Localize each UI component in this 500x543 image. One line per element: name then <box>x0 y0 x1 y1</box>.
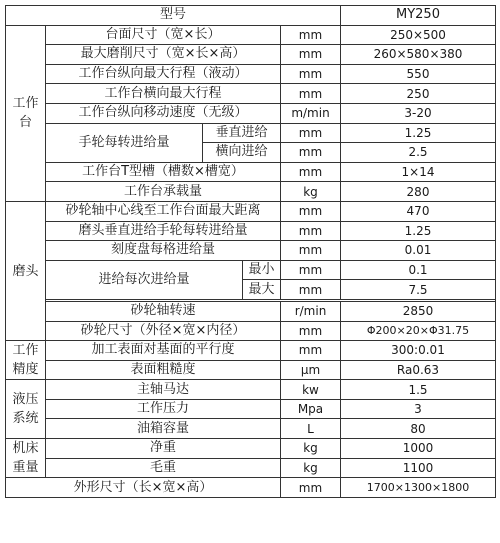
group-worktable: 工作 台 <box>6 25 46 201</box>
row-value: 3 <box>341 399 496 419</box>
row-name: 工作压力 <box>46 399 281 419</box>
table-header-row <box>6 6 496 26</box>
model-value: MY250 <box>341 6 496 26</box>
row-name: 主轴马达 <box>46 380 281 400</box>
table-row <box>6 84 496 104</box>
row-unit: kg <box>281 182 341 202</box>
table-row <box>6 360 496 380</box>
table-row <box>6 25 496 45</box>
table-row <box>6 341 496 361</box>
row-value: 3-20 <box>341 103 496 123</box>
row-name: 加工表面对基面的平行度 <box>46 341 281 361</box>
row-unit: mm <box>281 143 341 163</box>
row-value: 1×14 <box>341 162 496 182</box>
table-row <box>6 123 496 143</box>
row-name: 进给每次进给量 <box>46 260 243 299</box>
row-value: 300:0.01 <box>341 341 496 361</box>
row-unit: mm <box>281 84 341 104</box>
table-row <box>6 419 496 439</box>
row-value: 260×580×380 <box>341 45 496 65</box>
table-row <box>6 439 496 459</box>
table-row <box>6 380 496 400</box>
table-row <box>6 399 496 419</box>
row-unit: Mpa <box>281 399 341 419</box>
row-name: 外形尺寸（长×宽×高） <box>6 478 281 498</box>
sub-row-name: 最小 <box>243 260 281 280</box>
row-value: 7.5 <box>341 280 496 300</box>
group-hydraulic: 液压 系统 <box>6 380 46 439</box>
row-value: 2850 <box>341 301 496 321</box>
row-name: 最大磨削尺寸（宽×长×高） <box>46 45 281 65</box>
row-unit: mm <box>281 201 341 221</box>
row-unit: mm <box>281 321 341 341</box>
row-value: 470 <box>341 201 496 221</box>
row-name: 工作台横向最大行程 <box>46 84 281 104</box>
row-value: 1700×1300×1800 <box>341 478 496 498</box>
group-machine-weight: 机床 重量 <box>6 439 46 478</box>
table-row <box>6 103 496 123</box>
sub-row-name: 垂直进给 <box>203 123 281 143</box>
row-unit: mm <box>281 221 341 241</box>
table-row <box>6 162 496 182</box>
row-unit: mm <box>281 45 341 65</box>
row-unit: mm <box>281 162 341 182</box>
row-unit: mm <box>281 280 341 300</box>
row-unit: mm <box>281 341 341 361</box>
row-name: 工作台纵向最大行程（液动） <box>46 64 281 84</box>
row-name: 砂轮轴转速 <box>46 301 281 321</box>
row-name: 毛重 <box>46 458 281 478</box>
row-value: 0.01 <box>341 241 496 261</box>
row-name: 手轮每转进给量 <box>46 123 203 162</box>
row-name: 砂轮尺寸（外径×宽×内径） <box>46 321 281 341</box>
row-value: 1.25 <box>341 123 496 143</box>
row-value: Ra0.63 <box>341 360 496 380</box>
row-value: Φ200×20×Φ31.75 <box>341 321 496 341</box>
row-unit: mm <box>281 25 341 45</box>
row-name: 净重 <box>46 439 281 459</box>
table-row <box>6 182 496 202</box>
row-name: 油箱容量 <box>46 419 281 439</box>
row-unit: mm <box>281 478 341 498</box>
table-row <box>6 241 496 261</box>
row-unit: r/min <box>281 301 341 321</box>
sub-row-name: 最大 <box>243 280 281 300</box>
row-name: 砂轮轴中心线至工作台面最大距离 <box>46 201 281 221</box>
row-unit: kw <box>281 380 341 400</box>
row-unit: μm <box>281 360 341 380</box>
table-row <box>6 45 496 65</box>
table-row <box>6 458 496 478</box>
row-value: 80 <box>341 419 496 439</box>
row-value: 250 <box>341 84 496 104</box>
row-value: 1100 <box>341 458 496 478</box>
row-unit: kg <box>281 439 341 459</box>
table-row <box>6 201 496 221</box>
row-name: 工作台纵向移动速度（无级） <box>46 103 281 123</box>
table-row <box>6 301 496 321</box>
table-row <box>6 321 496 341</box>
spec-table <box>5 5 496 498</box>
group-work-precision: 工作 精度 <box>6 341 46 380</box>
row-unit: m/min <box>281 103 341 123</box>
row-unit: L <box>281 419 341 439</box>
model-label: 型号 <box>6 6 341 26</box>
row-value: 1.5 <box>341 380 496 400</box>
row-unit: mm <box>281 64 341 84</box>
row-name: 工作台承载量 <box>46 182 281 202</box>
row-unit: mm <box>281 241 341 261</box>
row-name: 刻度盘每格进给量 <box>46 241 281 261</box>
row-value: 250×500 <box>341 25 496 45</box>
sub-row-name: 横向进给 <box>203 143 281 163</box>
row-value: 2.5 <box>341 143 496 163</box>
table-row <box>6 221 496 241</box>
row-value: 0.1 <box>341 260 496 280</box>
row-value: 1.25 <box>341 221 496 241</box>
row-unit: mm <box>281 260 341 280</box>
table-row <box>6 260 496 280</box>
row-unit: kg <box>281 458 341 478</box>
row-name: 表面粗糙度 <box>46 360 281 380</box>
row-unit: mm <box>281 123 341 143</box>
row-name: 台面尺寸（宽×长） <box>46 25 281 45</box>
table-row <box>6 478 496 498</box>
row-value: 1000 <box>341 439 496 459</box>
row-value: 550 <box>341 64 496 84</box>
row-name: 磨头垂直进给手轮每转进给量 <box>46 221 281 241</box>
row-name: 工作台T型槽（槽数×槽宽） <box>46 162 281 182</box>
row-value: 280 <box>341 182 496 202</box>
group-grinding-head: 磨头 <box>6 201 46 340</box>
table-row <box>6 64 496 84</box>
